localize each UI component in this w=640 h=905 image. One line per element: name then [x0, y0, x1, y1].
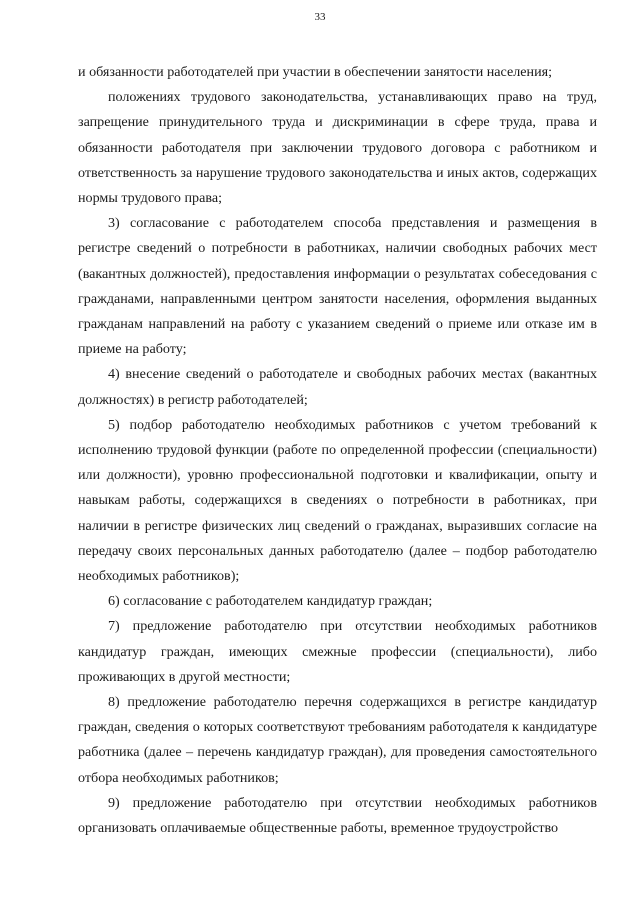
paragraph-item-4: 4) внесение сведений о работодателе и свободных рабочих местах (вакантных должностях) в регистр работодателей; — [78, 366, 597, 408]
paragraph-item-6: 6) согласование с работодателем кандидатур граждан; — [108, 593, 433, 610]
paragraph-item-5: 5) подбор работодателю необходимых работников с учетом требований к исполнению трудовой функции (работе по определенной профессии (специальности) или должности), уровню профессиональной подготовки и квалификации, опыту и навыкам работы, содержащихся в сведениях о потребности в работниках, при наличии в регистре физических лиц сведений о гражданах, выразивших согласие на передачу своих персональных данных работодателю (далее – подбор работодателю необходимых работников); — [78, 416, 597, 585]
paragraph-item-8: 8) предложение работодателю перечня содержащихся в регистре кандидатур граждан, сведения о которых соответствуют требованиям работодателя к кандидатуре работника (далее – перечень кандидатур граждан), для проведения самостоятельного отбора необходимых работников; — [78, 694, 597, 786]
paragraph-item-3: 3) согласование с работодателем способа представления и размещения в регистре сведений о потребности в работниках, наличии свободных рабочих мест (вакантных должностей), предоставления информации о результатах собеседования с гражданами, направленными центром занятости населения, оформления выданных гражданам направлений на работу с указанием сведений о приеме или отказе им в приеме на работу; — [78, 215, 597, 358]
paragraph-item-9: 9) предложение работодателю при отсутствии необходимых работников организовать оплачиваемые общественные работы, временное трудоустройство — [78, 794, 597, 837]
paragraph-item-7: 7) предложение работодателю при отсутствии необходимых работников кандидатур граждан, имеющих смежные профессии (специальности), либо проживающих в другой местности; — [78, 618, 597, 685]
paragraph-labor-legislation: положениях трудового законодательства, устанавливающих право на труд, запрещение принудительного труда и дискриминации в сфере труда, права и обязанности работодателя при заключении трудового договора с работником и ответственность за нарушение трудового законодательства и иных актов, содержащих нормы трудового права; — [78, 89, 597, 207]
paragraph-continuation: и обязанности работодателей при участии в обеспечении занятости населения; — [78, 64, 553, 80]
document-body — [78, 60, 597, 841]
page-number: 33 — [314, 11, 326, 23]
